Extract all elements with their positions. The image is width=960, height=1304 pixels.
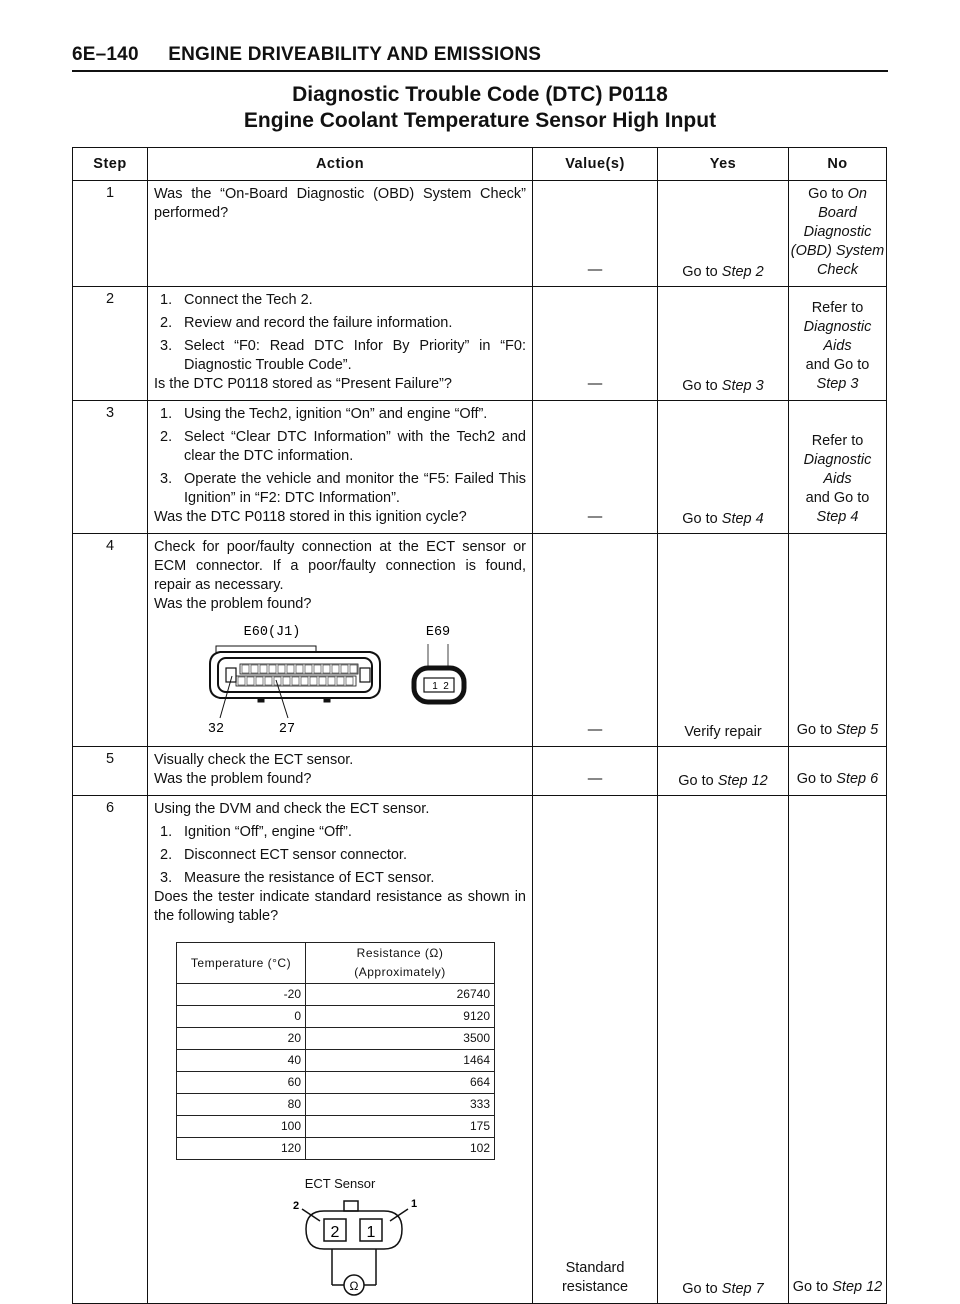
e69-pin: 2	[443, 681, 449, 692]
yes-link: Step 4	[721, 511, 764, 527]
value-cell: —	[533, 401, 658, 534]
table-row	[73, 534, 887, 747]
resistance-cell: 175	[306, 1116, 495, 1138]
resistance-row	[177, 984, 495, 1006]
ect-connector-icon	[414, 644, 464, 702]
action-text: Check for poor/faulty connection at the ECT sensor or ECM connector. If a poor/faulty connection is found, repair as necessary.	[154, 539, 526, 593]
action-question: Was the DTC P0118 stored in this ignition cycle?	[154, 509, 467, 525]
step-number: 1	[73, 181, 148, 287]
resistance-row	[177, 1006, 495, 1028]
connector-label-e60: E60(J1)	[243, 625, 301, 640]
section-number: 6E–140	[72, 44, 139, 65]
list-item: 3. Select “F0: Read DTC Infor By Priority” in “F0: Diagnostic Trouble Code”.	[160, 338, 526, 373]
table-row	[73, 747, 887, 796]
no-cell: Go to Step 6	[789, 747, 887, 796]
table-row	[73, 401, 887, 534]
e69-pin: 1	[432, 681, 438, 692]
list-item: 1. Ignition “Off”, engine “Off”.	[160, 824, 352, 840]
temperature-cell: 120	[177, 1138, 306, 1160]
resistance-row	[177, 1116, 495, 1138]
resistance-table	[176, 942, 495, 1160]
no-link: Diagnostic Aids	[803, 319, 872, 354]
list-item: 2. Review and record the failure information.	[160, 315, 453, 331]
action-cell	[148, 747, 533, 796]
list-item: 3. Measure the resistance of ECT sensor.	[160, 870, 435, 886]
action-question: Is the DTC P0118 stored as “Present Failure”?	[154, 376, 452, 392]
resistance-row	[177, 1072, 495, 1094]
no-link: Diagnostic Aids	[803, 452, 872, 487]
doc-title-line1: Diagnostic Trouble Code (DTC) P0118	[292, 83, 668, 106]
resistance-cell: 26740	[306, 984, 495, 1006]
action-cell	[148, 796, 533, 1304]
pin-label-32: 32	[207, 722, 225, 737]
no-cell	[789, 181, 887, 287]
temperature-header: Temperature (°C)	[177, 943, 306, 984]
list-item: 1. Connect the Tech 2.	[160, 292, 313, 308]
yes-cell: Go to Step 7	[658, 796, 789, 1304]
action-cell	[148, 287, 533, 401]
temperature-cell: 0	[177, 1006, 306, 1028]
no-link: Step 5	[836, 722, 879, 738]
no-cell: Refer to Diagnostic Aids and Go to Step 3	[789, 287, 887, 401]
list-item: 3. Operate the vehicle and monitor the “F5: Failed This Ignition” in “F2: DTC Information”.	[160, 471, 526, 506]
resistance-header-cell: Resistance (Ω) (Approximately)	[306, 943, 495, 984]
resistance-row	[177, 1050, 495, 1072]
step-number: 2	[73, 287, 148, 401]
pin-label-27: 27	[278, 722, 296, 737]
value-cell: —	[533, 287, 658, 401]
yes-cell	[658, 181, 789, 287]
list-item: 1. Using the Tech2, ignition “On” and engine “Off”.	[160, 406, 488, 422]
action-steps	[154, 405, 526, 508]
no-link: Step 4	[816, 509, 859, 525]
value-cell: —	[533, 181, 658, 287]
step-number: 6	[73, 796, 148, 1304]
action-text: Using the DVM and check the ECT sensor.	[154, 801, 430, 817]
ect-sensor-label: ECT Sensor	[304, 1176, 376, 1191]
temperature-cell: 100	[177, 1116, 306, 1138]
temperature-cell: 40	[177, 1050, 306, 1072]
action-steps	[154, 291, 526, 375]
no-cell: Refer to Diagnostic Aids and Go to Step 4	[789, 401, 887, 534]
yes-link: Step 12	[717, 773, 768, 789]
yes-prefix: Go to	[682, 264, 722, 280]
ecm-connector-icon	[210, 646, 380, 718]
temperature-cell: 20	[177, 1028, 306, 1050]
yes-cell: Go to Step 3	[658, 287, 789, 401]
col-step: Step	[73, 148, 148, 181]
action-text: Was the “On-Board Diagnostic (OBD) System Check” performed?	[148, 181, 533, 287]
resistance-cell: 664	[306, 1072, 495, 1094]
value-cell: —	[533, 747, 658, 796]
step-number: 4	[73, 534, 148, 747]
sensor-pin: 1	[366, 1224, 376, 1241]
table-header-row	[73, 148, 887, 181]
diagnostic-table	[72, 147, 887, 1304]
ect-sensor-diagram	[154, 1197, 514, 1297]
ohm-icon: Ω	[349, 1279, 359, 1293]
temperature-cell: 60	[177, 1072, 306, 1094]
no-cell: Go to Step 5	[789, 534, 887, 747]
yes-link: Step 7	[721, 1281, 764, 1297]
table-row	[73, 796, 887, 1304]
value-cell: Standard resistance	[533, 796, 658, 1304]
no-cell: Go to Step 12	[789, 796, 887, 1304]
resistance-cell: 3500	[306, 1028, 495, 1050]
temperature-cell: 80	[177, 1094, 306, 1116]
table-row	[73, 181, 887, 287]
col-yes: Yes	[658, 148, 789, 181]
resistance-cell: 9120	[306, 1006, 495, 1028]
col-no: No	[789, 148, 887, 181]
action-text: Visually check the ECT sensor.	[154, 752, 354, 768]
action-question: Was the problem found?	[154, 771, 312, 787]
yes-cell: Go to Step 4	[658, 401, 789, 534]
action-steps	[154, 823, 526, 888]
action-cell	[148, 401, 533, 534]
doc-title-line2: Engine Coolant Temperature Sensor High Input	[243, 109, 717, 132]
page-header	[72, 44, 541, 66]
no-prefix: Go to	[808, 186, 848, 202]
no-link: Step 6	[836, 771, 879, 787]
sensor-pin: 2	[330, 1224, 340, 1241]
resistance-row	[177, 1028, 495, 1050]
yes-cell: Verify repair	[658, 534, 789, 747]
action-question: Was the problem found?	[154, 596, 312, 612]
yes-cell: Go to Step 12	[658, 747, 789, 796]
connector-label-e69: E69	[425, 625, 451, 640]
table-row	[73, 287, 887, 401]
step-number: 5	[73, 747, 148, 796]
resistance-cell: 1464	[306, 1050, 495, 1072]
yes-link: Step 2	[721, 264, 764, 280]
list-item: 2. Select “Clear DTC Information” with the Tech2 and clear the DTC information.	[160, 429, 526, 464]
temperature-cell: -20	[177, 984, 306, 1006]
yes-link: Step 3	[721, 378, 764, 394]
pin-callout: 2	[292, 1200, 300, 1212]
resistance-header	[177, 943, 495, 984]
resistance-cell: 333	[306, 1094, 495, 1116]
value-cell: —	[533, 534, 658, 747]
step-number: 3	[73, 401, 148, 534]
connector-diagram	[154, 618, 514, 740]
action-cell	[148, 534, 533, 747]
no-link: Step 3	[816, 376, 859, 392]
action-question: Does the tester indicate standard resistance as shown in the following table?	[154, 889, 526, 924]
no-link: On Board Diagnostic (OBD) System Check	[790, 186, 885, 278]
resistance-cell: 102	[306, 1138, 495, 1160]
header-rule	[72, 70, 888, 72]
resistance-row	[177, 1094, 495, 1116]
section-title: ENGINE DRIVEABILITY AND EMISSIONS	[168, 44, 542, 65]
no-link: Step 12	[832, 1279, 883, 1295]
col-values: Value(s)	[533, 148, 658, 181]
pin-callout: 1	[410, 1198, 418, 1210]
col-action: Action	[148, 148, 533, 181]
list-item: 2. Disconnect ECT sensor connector.	[160, 847, 407, 863]
resistance-row	[177, 1138, 495, 1160]
